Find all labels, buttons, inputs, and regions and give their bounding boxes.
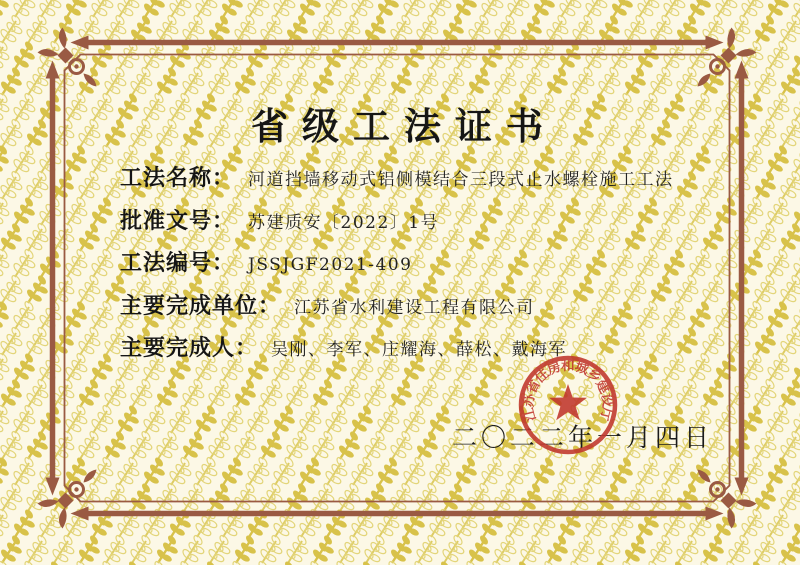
official-seal [505, 342, 635, 472]
field-row-main-unit [120, 289, 700, 332]
field-label: 工法名称： [120, 165, 236, 190]
field-value: 吴刚、李军、庄耀海、薛松、戴海军 [271, 340, 568, 361]
field-value: JSSJGF2021-409 [248, 255, 413, 276]
certificate-title: 省级工法证书 [251, 107, 557, 148]
field-label: 批准文号： [120, 207, 236, 233]
field-label: 主要完成单位： [120, 292, 282, 318]
field-row-method-code [120, 246, 700, 289]
field-row-method-name [120, 161, 700, 204]
field-label: 主要完成人： [120, 335, 259, 361]
field-value: 河道挡墙移动式铝侧模结合三段式止水螺栓施工工法 [248, 170, 674, 190]
seal-star-icon [549, 384, 587, 420]
seal-text: 江苏省住房和城乡建设厅 [520, 357, 616, 423]
field-row-approval-number [120, 204, 700, 247]
issue-date: 二〇二二年一月四日 [452, 425, 714, 452]
field-value: 江苏省水利建设工程有限公司 [294, 297, 535, 318]
field-value: 苏建质安〔2022〕1号 [248, 212, 440, 233]
field-label: 工法编号： [120, 250, 236, 276]
